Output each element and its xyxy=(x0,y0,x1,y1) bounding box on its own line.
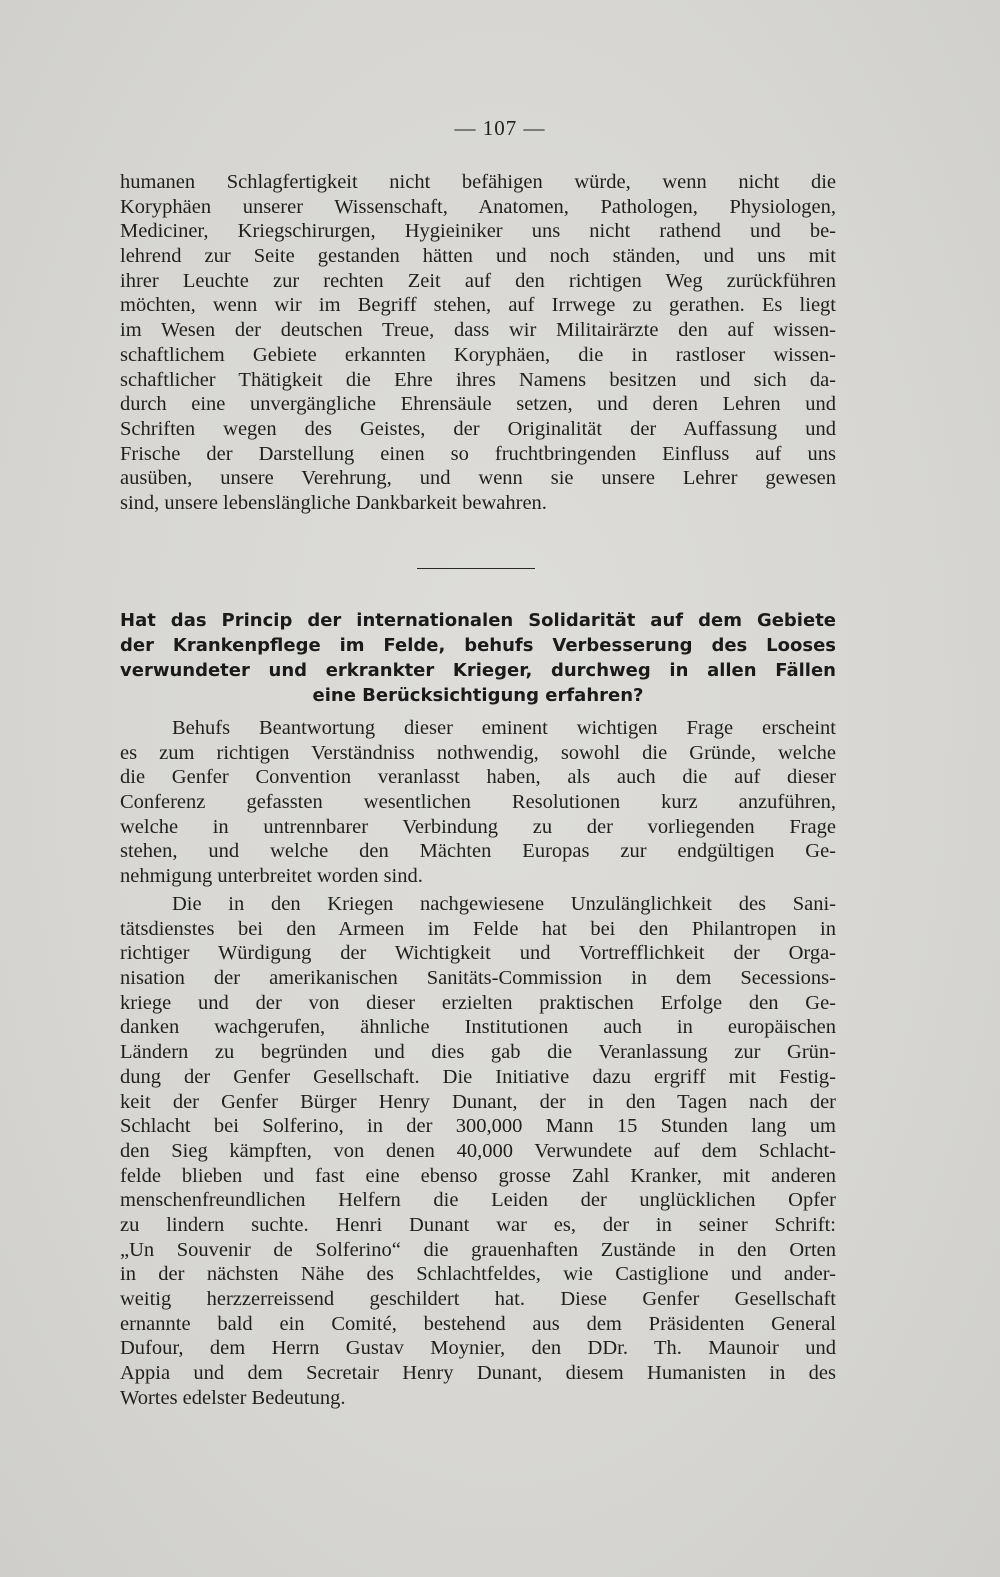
text-line: Die in den Kriegen nachgewiesene Unzulänglichkeit des Sani- xyxy=(172,893,836,915)
text-line: es zum richtigen Verständniss nothwendig, sowohl die Gründe, welche xyxy=(120,741,836,764)
text-line: Ländern zu begründen und dies gab die Veranlassung zur Grün- xyxy=(120,1041,836,1064)
section-heading xyxy=(120,608,836,708)
text-line: Mediciner, Kriegschirurgen, Hygieiniker uns nicht rathend und be- xyxy=(120,220,836,243)
text-line: kriege und der von dieser erzielten praktischen Erfolge den Ge- xyxy=(120,991,836,1014)
text-line: Conferenz gefassten wesentlichen Resolutionen kurz anzuführen, xyxy=(120,791,836,814)
text-line: nehmigung unterbreitet worden sind. xyxy=(120,865,423,888)
text-line: schaftlichem Gebiete erkannten Koryphäen, die in rastloser wissen- xyxy=(120,343,836,366)
text-line: Koryphäen unserer Wissenschaft, Anatomen, Pathologen, Physiologen, xyxy=(120,195,836,218)
paragraph-continued xyxy=(120,170,836,516)
heading-line: der Krankenpflege im Felde, behufs Verbesserung des Looses xyxy=(120,635,836,656)
text-line: danken wachgerufen, ähnliche Institutionen auch in europäischen xyxy=(120,1016,836,1039)
text-line: Frische der Darstellung einen so fruchtbringenden Einfluss auf uns xyxy=(120,442,836,465)
text-line: ausüben, unsere Verehrung, und wenn sie unsere Lehrer gewesen xyxy=(120,467,836,490)
text-line: „Un Souvenir de Solferino“ die grauenhaften Zustände in den Orten xyxy=(120,1238,836,1261)
text-line: schaftlicher Thätigkeit die Ehre ihres Namens besitzen und sich da- xyxy=(120,368,836,391)
heading-line: eine Berücksichtigung erfahren? xyxy=(312,685,644,706)
text-line: welche in untrennbarer Verbindung zu der vorliegenden Frage xyxy=(120,815,836,838)
text-line: den Sieg kämpften, von denen 40,000 Verwundete auf dem Schlacht- xyxy=(120,1139,836,1162)
heading-line: Hat das Princip der internationalen Solidarität auf dem Gebiete xyxy=(120,610,836,631)
text-line: Dufour, dem Herrn Gustav Moynier, den DDr. Th. Maunoir und xyxy=(120,1337,836,1360)
text-line: Behufs Beantwortung dieser eminent wichtigen Frage erscheint xyxy=(172,717,836,739)
text-line: lehrend zur Seite gestanden hätten und noch ständen, und uns mit xyxy=(120,245,836,268)
text-line: Schriften wegen des Geistes, der Originalität der Auffassung und xyxy=(120,417,836,440)
text-line: Appia und dem Secretair Henry Dunant, diesem Humanisten in des xyxy=(120,1362,836,1385)
text-line: möchten, wenn wir im Begriff stehen, auf Irrwege zu gerathen. Es liegt xyxy=(120,294,836,317)
text-line: keit der Genfer Bürger Henry Dunant, der in den Tagen nach der xyxy=(120,1090,836,1113)
text-line: im Wesen der deutschen Treue, dass wir Militairärzte den auf wissen- xyxy=(120,319,836,342)
text-line: felde blieben und fast eine ebenso grosse Zahl Kranker, mit anderen xyxy=(120,1164,836,1187)
paragraph-introduction xyxy=(120,716,836,889)
text-line: nisation der amerikanischen Sanitäts-Commission in dem Secessions- xyxy=(120,967,836,990)
section-divider xyxy=(417,568,535,569)
text-line: stehen, und welche den Mächten Europas zur endgültigen Ge- xyxy=(120,840,836,863)
text-line: Wortes edelster Bedeutung. xyxy=(120,1386,346,1409)
text-line: in der nächsten Nähe des Schlachtfeldes, wie Castiglione und ander- xyxy=(120,1263,836,1286)
text-line: zu lindern suchte. Henri Dunant war es, der in seiner Schrift: xyxy=(120,1213,836,1236)
text-line: sind, unsere lebenslängliche Dankbarkeit bewahren. xyxy=(120,491,547,514)
text-line: durch eine unvergängliche Ehrensäule setzen, und deren Lehren und xyxy=(120,393,836,416)
paragraph-history xyxy=(120,892,836,1410)
heading-line: verwundeter und erkrankter Krieger, durchweg in allen Fällen xyxy=(120,660,836,681)
page-number: — 107 — xyxy=(454,116,546,140)
text-line: richtiger Würdigung der Wichtigkeit und Vortrefflichkeit der Orga- xyxy=(120,942,836,965)
text-line: weitig herzzerreissend geschildert hat. Diese Genfer Gesellschaft xyxy=(120,1288,836,1310)
text-line: ihrer Leuchte zur rechten Zeit auf den richtigen Weg zurückführen xyxy=(120,269,836,292)
text-line: humanen Schlagfertigkeit nicht befähigen würde, wenn nicht die xyxy=(120,171,836,193)
text-line: ernannte bald ein Comité, bestehend aus dem Präsidenten General xyxy=(120,1312,836,1335)
text-line: dung der Genfer Gesellschaft. Die Initiative dazu ergriff mit Festig- xyxy=(120,1065,836,1088)
text-line: Schlacht bei Solferino, in der 300,000 Mann 15 Stunden lang um xyxy=(120,1115,836,1138)
text-line: menschenfreundlichen Helfern die Leiden der unglücklichen Opfer xyxy=(120,1189,836,1212)
text-line: tätsdienstes bei den Armeen im Felde hat bei den Philantropen in xyxy=(120,917,836,940)
text-line: die Genfer Convention veranlasst haben, als auch die auf dieser xyxy=(120,766,836,789)
